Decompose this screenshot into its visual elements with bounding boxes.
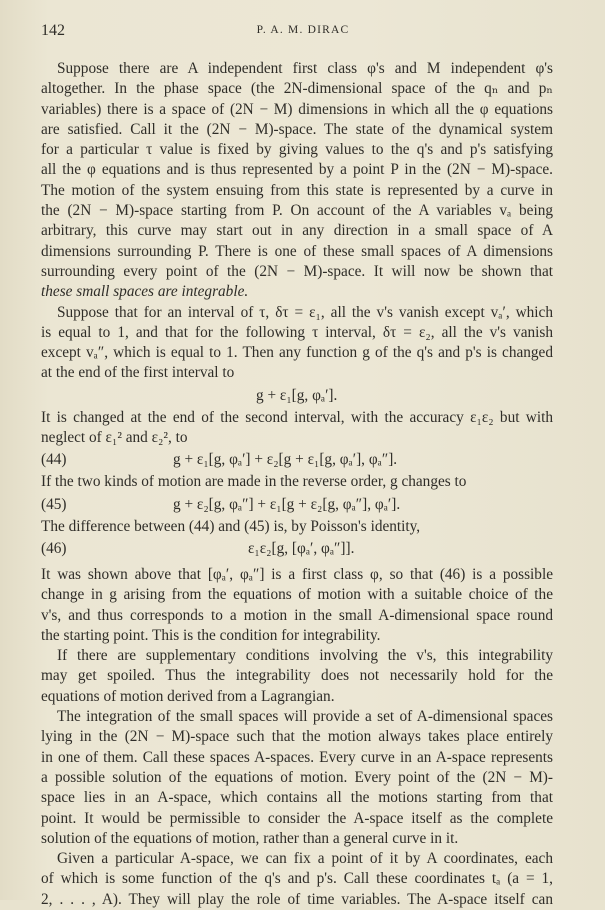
text-line: may get spoiled. Thus the integrability does not necessarily hold for the — [41, 667, 553, 685]
text-line: neglect of ε₁² and ε₂², to — [41, 429, 188, 447]
equation-number: (45) — [41, 495, 67, 513]
text-line: equations of motion derived from a Lagrangian. — [41, 687, 335, 705]
text-line: change in g arising from the equations of motion with a suitable choice of the — [41, 586, 553, 604]
equation-formula: g + ε₁[g, φₐ′] + ε₂[g + ε₁[g, φₐ′], φₐ″]. — [173, 451, 398, 469]
running-head: P. A. M. DIRAC — [256, 24, 350, 36]
text-line: 2, . . . , A). They will play the role of time variables. The A-space itself can — [41, 890, 553, 908]
emphasized-line: these small spaces are integrable. — [41, 283, 249, 301]
text-line: all the φ equations and is thus represented by a point P in the (2N − M)-space. — [41, 161, 553, 179]
text-line: variables) there is a space of (2N − M) dimensions in which all the φ equations — [41, 100, 553, 118]
equation-formula: g + ε₁[g, φₐ′]. — [256, 386, 338, 404]
page-number: 142 — [41, 22, 65, 39]
text-line: Given a particular A-space, we can fix a point of it by A coordinates, each — [57, 850, 553, 868]
text-line: for a particular τ value is fixed by giving values to the q's and p's satisfying — [41, 141, 553, 159]
equation-first-interval — [41, 384, 553, 408]
paragraph — [41, 303, 553, 384]
text-line: in one of them. Call these spaces A-spaces. Every curve in an A-space represents — [41, 748, 553, 766]
text-line: except vₐ″, which is equal to 1. Then any function g of the q's and p's is changed — [41, 344, 553, 362]
equation-formula: g + ε₂[g, φₐ″] + ε₁[g + ε₂[g, φₐ″], φₐ′]. — [173, 495, 401, 513]
paragraph — [41, 707, 553, 849]
text-line: If the two kinds of motion are made in the reverse order, g changes to — [41, 473, 467, 491]
text-line: Suppose there are A independent first class φ's and M independent φ's — [57, 60, 553, 77]
text-line: If there are supplementary conditions involving the v's, this integrability — [57, 647, 553, 665]
page-header — [41, 22, 565, 42]
paragraph — [41, 59, 553, 303]
text-line: v's, and thus corresponds to a motion in the small A-dimensional space round — [41, 606, 553, 624]
text-line: It is changed at the end of the second interval, with the accuracy ε₁ε₂ but with — [41, 408, 553, 426]
equation-number: (44) — [41, 451, 67, 469]
text-line: The difference between (44) and (45) is, by Poisson's identity, — [41, 517, 421, 535]
text-line: The motion of the system ensuing from this state is represented by a curve in — [41, 181, 553, 199]
page-body — [41, 59, 553, 910]
paragraph — [41, 646, 553, 707]
text-line: surrounding every point of the (2N − M)-space. It will now be shown that — [41, 262, 553, 280]
paragraph — [41, 565, 553, 646]
equation-45 — [41, 493, 553, 517]
text-line: at the end of the first interval to — [41, 364, 235, 382]
text-line: a possible solution of the equations of motion. Every point of the (2N − M)- — [41, 768, 553, 786]
text-line: dimensions surrounding P. There is one of these small spaces of A dimensions — [41, 242, 553, 260]
equation-46 — [41, 537, 553, 561]
text-line: It was shown above that [φₐ′, φₐ″] is a first class φ, so that (46) is a possible — [41, 565, 553, 583]
text-line: of which is some function of the q's and p's. Call these coordinates tₐ (a = 1, — [41, 870, 553, 888]
text-line: arbitrary, this curve may start out in any direction in a small space of A — [41, 222, 553, 240]
text-line: lying in the (2N − M)-space such that the motion always takes place entirely — [41, 728, 553, 746]
equation-number: (46) — [41, 539, 67, 557]
text-line: point. It would be permissible to consider the A-space itself as the complete — [41, 809, 553, 827]
equation-formula: ε₁ε₂[g, [φₐ′, φₐ″]]. — [248, 539, 355, 557]
text-line: Suppose that for an interval of τ, δτ = ε₁, all the v's vanish except vₐ′, which — [57, 303, 553, 321]
text-line: the starting point. This is the condition for integrability. — [41, 626, 381, 644]
text-line: are satisfied. Call it the (2N − M)-space. The state of the dynamical system — [41, 120, 553, 138]
paragraph — [41, 849, 553, 910]
text-line: the (2N − M)-space starting from P. On account of the A variables vₐ being — [41, 202, 553, 220]
text-line: solution of the equations of motion, rather than a general curve in it. — [41, 829, 459, 847]
text-line: The integration of the small spaces will provide a set of A-dimensional spaces — [57, 708, 553, 726]
text-line: is equal to 1, and that for the following τ interval, δτ = ε₂, all the v's vanish — [41, 323, 553, 341]
text-line: space lies in an A-space, which contains all the motions starting from that — [41, 789, 553, 807]
text-line: altogether. In the phase space (the 2N-dimensional space of the qₙ and pₙ — [41, 80, 553, 98]
equation-44 — [41, 448, 553, 472]
